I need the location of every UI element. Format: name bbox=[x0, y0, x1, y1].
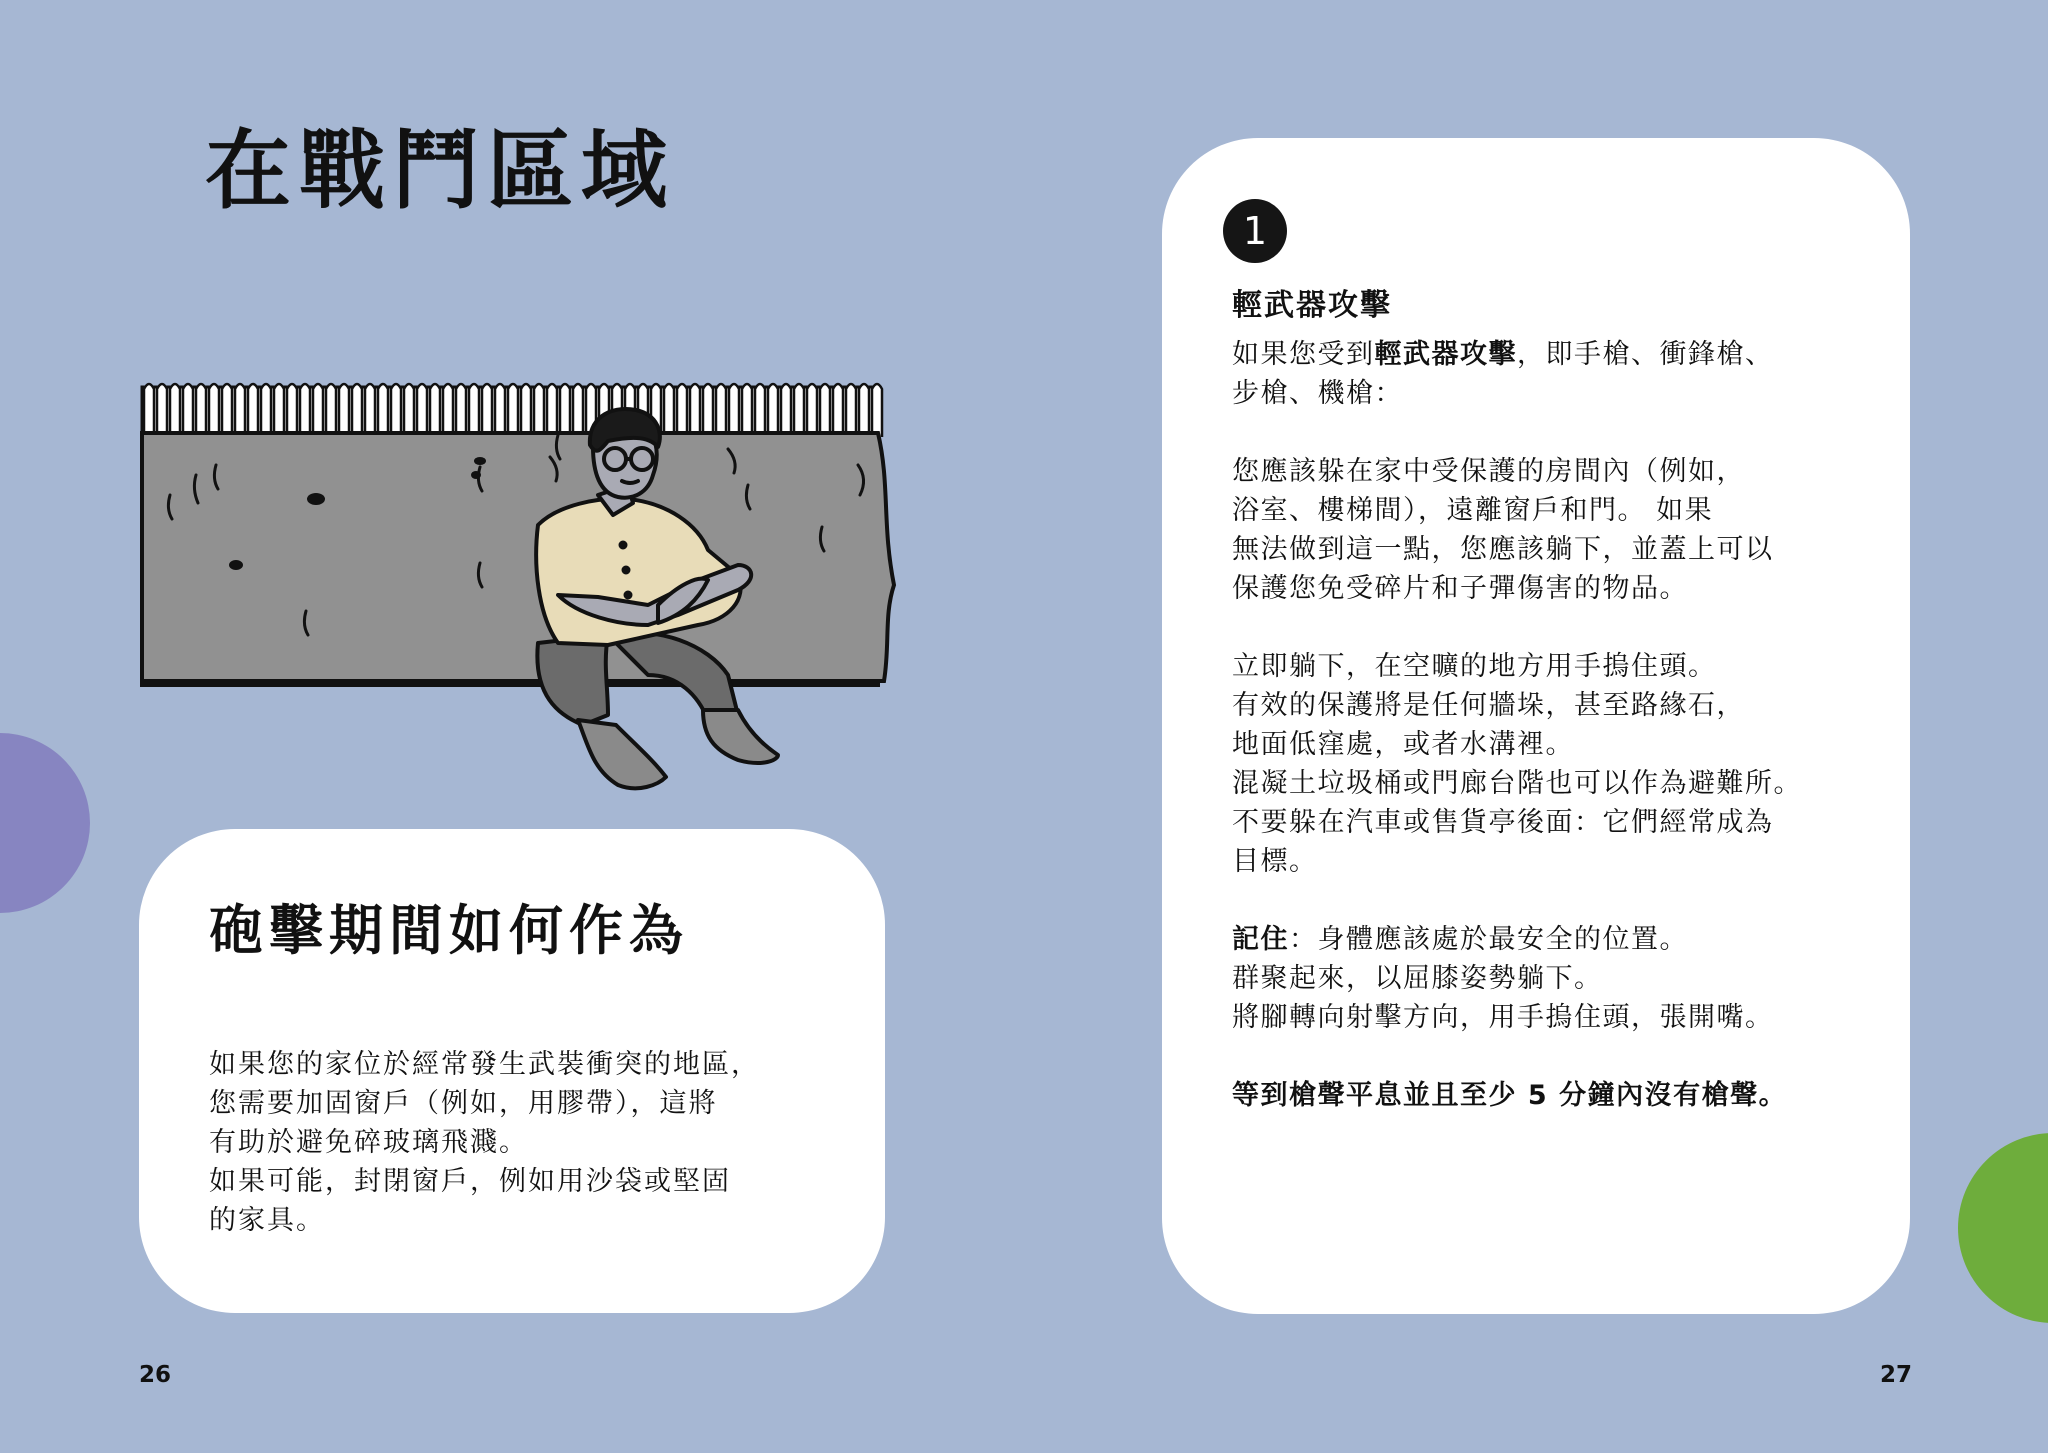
paragraph-line: 地面低窪處，或者水溝裡。 bbox=[1232, 729, 1574, 760]
sheltering-person-illustration bbox=[138, 375, 898, 795]
remember-text: ：身體應該處於最安全的位置。 bbox=[1289, 924, 1688, 955]
remember-line bbox=[1232, 920, 1802, 959]
intro-text: 如果您受到 bbox=[1232, 339, 1375, 370]
body-line: 如果可能，封閉窗戶，例如用沙袋或堅固 bbox=[209, 1166, 731, 1197]
closing-instruction: 等到槍聲平息並且至少 5 分鐘內沒有槍聲。 bbox=[1232, 1080, 1788, 1111]
spacer bbox=[1232, 881, 1802, 920]
paragraph-line: 有效的保護將是任何牆垛，甚至路緣石， bbox=[1232, 690, 1745, 721]
body-line: 有助於避免碎玻璃飛濺。 bbox=[209, 1127, 528, 1158]
fence bbox=[142, 384, 882, 439]
body-line: 的家具。 bbox=[209, 1205, 325, 1236]
section-heading: 輕武器攻擊 bbox=[1232, 288, 1392, 323]
card-body bbox=[209, 1045, 760, 1240]
intro-emphasis: 輕武器攻擊 bbox=[1374, 339, 1517, 370]
paragraph-line: 浴室、樓梯間），遠離窗戶和門。 如果 bbox=[1232, 495, 1714, 526]
decorative-purple-circle bbox=[0, 733, 90, 913]
paragraph-line: 立即躺下，在空曠的地方用手摀住頭。 bbox=[1232, 651, 1717, 682]
card-heading: 砲擊期間如何作為 bbox=[209, 899, 689, 962]
remember-line: 群聚起來，以屈膝姿勢躺下。 bbox=[1232, 963, 1603, 994]
shelling-guidance-card bbox=[139, 829, 885, 1313]
paragraph-line: 保護您免受碎片和子彈傷害的物品。 bbox=[1232, 573, 1688, 604]
intro-text: ，即手槍、衝鋒槍、 bbox=[1517, 339, 1774, 370]
remember-line: 將腳轉向射擊方向，用手摀住頭，張開嘴。 bbox=[1232, 1002, 1774, 1033]
page-number-left: 26 bbox=[139, 1362, 172, 1388]
paragraph-line: 不要躲在汽車或售貨亭後面：它們經常成為 bbox=[1232, 807, 1774, 838]
step-number-badge: 1 bbox=[1223, 199, 1287, 263]
body-line: 如果您的家位於經常發生武裝衝突的地區， bbox=[209, 1049, 760, 1080]
remember-label: 記住 bbox=[1232, 924, 1289, 955]
concrete-wall bbox=[142, 433, 894, 681]
intro-line bbox=[1232, 335, 1802, 374]
spacer bbox=[1232, 608, 1802, 647]
paragraph-line: 目標。 bbox=[1232, 846, 1318, 877]
spacer bbox=[1232, 413, 1802, 452]
intro-line: 步槍、機槍： bbox=[1232, 378, 1403, 409]
paragraph-line: 混凝土垃圾桶或門廊台階也可以作為避難所。 bbox=[1232, 768, 1802, 799]
small-arms-attack-card bbox=[1162, 138, 1910, 1314]
page-title: 在戰鬥區域 bbox=[205, 121, 675, 221]
section-body bbox=[1232, 335, 1802, 1115]
paragraph-line: 您應該躲在家中受保護的房間內（例如， bbox=[1232, 456, 1745, 487]
decorative-green-circle bbox=[1958, 1133, 2048, 1323]
body-line: 您需要加固窗戶（例如，用膠帶），這將 bbox=[209, 1088, 718, 1119]
paragraph-line: 無法做到這一點，您應該躺下，並蓋上可以 bbox=[1232, 534, 1774, 565]
page-number-right: 27 bbox=[1880, 1362, 1913, 1388]
spacer bbox=[1232, 1037, 1802, 1076]
